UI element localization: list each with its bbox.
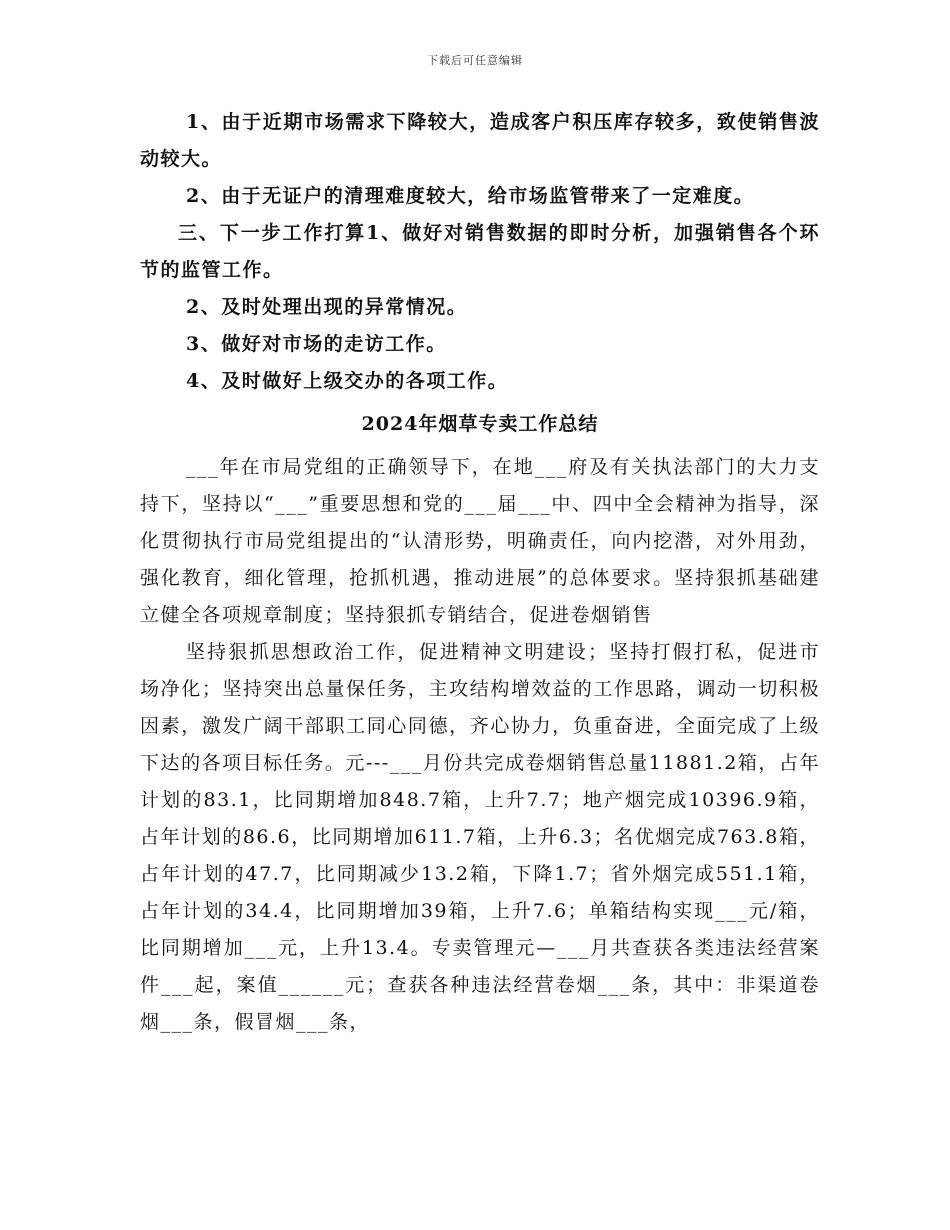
section-title: 2024年烟草专卖工作总结 <box>361 413 599 435</box>
paragraph-step-2: 2、及时处理出现的异常情况。 <box>186 296 468 318</box>
paragraph-reason-1: 1、由于近期市场需求下降较大，造成客户积压库存较多，致使销售波动较大。 <box>140 111 820 170</box>
paragraph-reason-2: 2、由于无证户的清理难度较大，给市场监管带来了一定难度。 <box>186 185 755 207</box>
paragraph-step-3: 3、做好对市场的走访工作。 <box>186 333 447 355</box>
paragraph-summary-intro: ___年在市局党组的正确领导下，在地___府及有关执法部门的大力支持下，坚持以“___”重要思想和党的___届___中、四中全会精神为指导，深化贯彻执行市局党组提出的“认清形势，明确责任，向内挖潜，对外用劲，强化教育，细化管理，抢抓机遇，推动进展”的总体要求。坚持狠抓基础建立健全各项规章制度；坚持狠抓专销结合，促进卷烟销售 <box>140 456 820 626</box>
paragraph-step-4: 4、及时做好上级交办的各项工作。 <box>186 370 509 392</box>
page-header: 下载后可任意编辑 <box>427 54 523 67</box>
paragraph-next-steps: 三、下一步工作打算1、做好对销售数据的即时分析，加强销售各个环节的监管工作。 <box>140 222 820 281</box>
document-body <box>140 104 820 1041</box>
paragraph-summary-results: 坚持狠抓思想政治工作，促进精神文明建设；坚持打假打私，促进市场净化；坚持突出总量保任务，主攻结构增效益的工作思路，调动一切积极因素，激发广阔干部职工同心同德，齐心协力，负重奋进，全面完成了上级下达的各项目标任务。元---___月份共完成卷烟销售总量11881.2箱，占年计划的83.1，比同期增加848.7箱，上升7.7；地产烟完成10396.9箱，占年计划的86.6，比同期增加611.7箱，上升6.3；名优烟完成763.8箱，占年计划的47.7，比同期减少13.2箱，下降1.7；省外烟完成551.1箱，占年计划的34.4，比同期增加39箱，上升7.6；单箱结构实现___元/箱，比同期增加___元，上升13.4。专卖管理元—___月共查获各类违法经营案件___起，案值______元；查获各种违法经营卷烟___条，其中：非渠道卷烟___条，假冒烟___条， <box>140 641 820 1033</box>
